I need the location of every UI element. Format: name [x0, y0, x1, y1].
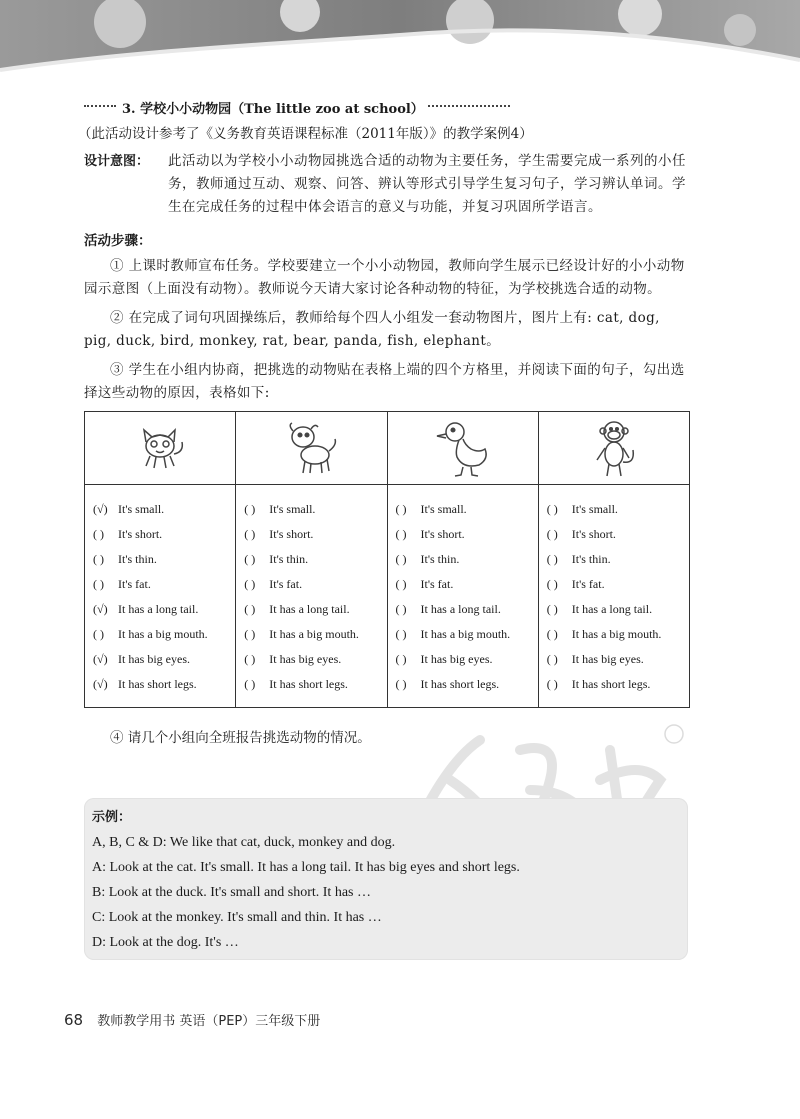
options-cell-cat: [85, 485, 236, 708]
option-item[interactable]: [244, 547, 386, 572]
option-item[interactable]: [93, 547, 235, 572]
check-mark: (√): [93, 652, 108, 666]
option-text: It's small.: [118, 502, 165, 516]
example-line: B: Look at the duck. It's small and short. It has …: [92, 885, 371, 900]
monkey-icon: [589, 418, 639, 480]
option-item[interactable]: [396, 647, 538, 672]
check-mark: ( ): [395, 502, 407, 516]
check-mark: ( ): [546, 602, 558, 616]
option-text: It has a big mouth.: [420, 627, 511, 641]
picture-cell-cat: [85, 412, 236, 485]
step-3: ③ 学生在小组内协商，把挑选的动物贴在表格上端的四个方格里，并阅读下面的句子，勾出选择这些动物的原因，表格如下:: [84, 362, 685, 401]
check-mark: (√): [93, 602, 108, 616]
dotted-rule-right: [428, 105, 510, 109]
option-item[interactable]: [93, 522, 235, 547]
option-item[interactable]: [547, 597, 689, 622]
option-item[interactable]: [93, 497, 235, 522]
option-text: It's short.: [571, 527, 616, 541]
duck-icon: [435, 419, 491, 479]
option-text: It has short legs.: [420, 677, 500, 691]
options-cell-dog: [236, 485, 387, 708]
option-item[interactable]: [93, 572, 235, 597]
example-line: D: Look at the dog. It's …: [92, 935, 239, 950]
option-item[interactable]: [244, 622, 386, 647]
check-mark: ( ): [244, 602, 256, 616]
check-mark: ( ): [546, 502, 558, 516]
options-cell-monkey: [538, 485, 689, 708]
option-text: It's small.: [571, 502, 618, 516]
purpose-label: 设计意图：: [84, 154, 150, 169]
check-mark: ( ): [395, 627, 407, 641]
option-item[interactable]: [547, 522, 689, 547]
options-cell-duck: [387, 485, 538, 708]
option-text: It has a big mouth.: [269, 627, 359, 641]
option-item[interactable]: [244, 522, 386, 547]
picture-row: [85, 412, 690, 485]
option-text: It has short legs.: [269, 677, 348, 691]
option-item[interactable]: [396, 597, 538, 622]
option-text: It has a long tail.: [420, 602, 501, 616]
option-text: It's short.: [269, 527, 314, 541]
option-text: It has short legs.: [571, 677, 651, 691]
option-item[interactable]: [547, 547, 689, 572]
check-mark: ( ): [546, 627, 558, 641]
example-title: 示例：: [92, 810, 132, 825]
option-item[interactable]: [244, 647, 386, 672]
option-text: It has short legs.: [118, 677, 197, 691]
example-box: [84, 798, 688, 960]
option-item[interactable]: [396, 622, 538, 647]
check-mark: ( ): [395, 652, 407, 666]
option-item[interactable]: [244, 597, 386, 622]
option-text: It has a long tail.: [269, 602, 350, 616]
check-mark: ( ): [244, 677, 256, 691]
picture-cell-duck: [387, 412, 538, 485]
option-text: It's thin.: [420, 552, 460, 566]
check-mark: ( ): [395, 577, 407, 591]
option-text: It's fat.: [420, 577, 454, 591]
check-mark: ( ): [546, 527, 558, 541]
check-mark: ( ): [395, 552, 407, 566]
option-item[interactable]: [93, 597, 235, 622]
check-mark: ( ): [93, 527, 104, 541]
option-item[interactable]: [244, 672, 386, 697]
reference-note: （此活动设计参考了《义务教育英语课程标准（2011年版）》的教学案例4）: [78, 126, 533, 142]
step-4: ④ 请几个小组向全班报告挑选动物的情况。: [110, 730, 371, 746]
example-line: A, B, C & D: We like that cat, duck, monkey and dog.: [92, 835, 396, 850]
option-item[interactable]: [547, 497, 689, 522]
option-item[interactable]: [547, 572, 689, 597]
dog-icon: [283, 421, 339, 477]
step-1: ① 上课时教师宣布任务。学校要建立一个小小动物园，教师向学生展示已经设计好的小小动物园示意图（上面没有动物）。教师说今天请大家讨论各种动物的特征，为学校挑选合适的动物。: [84, 258, 685, 297]
picture-cell-dog: [236, 412, 387, 485]
section-heading: [84, 96, 690, 118]
page-footer: [64, 1010, 320, 1029]
option-text: It's fat.: [269, 577, 303, 591]
option-item[interactable]: [93, 647, 235, 672]
option-item[interactable]: [396, 672, 538, 697]
option-text: It's small.: [420, 502, 467, 516]
option-item[interactable]: [547, 672, 689, 697]
check-mark: ( ): [93, 627, 104, 641]
check-mark: ( ): [546, 652, 558, 666]
check-mark: ( ): [395, 602, 407, 616]
check-mark: ( ): [395, 527, 407, 541]
option-item[interactable]: [93, 622, 235, 647]
example-line: C: Look at the monkey. It's small and thin. It has …: [92, 910, 382, 925]
option-text: It has a long tail.: [571, 602, 653, 616]
option-item[interactable]: [396, 547, 538, 572]
check-mark: ( ): [244, 552, 256, 566]
option-item[interactable]: [396, 572, 538, 597]
option-text: It's short.: [118, 527, 163, 541]
option-item[interactable]: [244, 572, 386, 597]
example-line: A: Look at the cat. It's small. It has a long tail. It has big eyes and short legs.: [92, 860, 520, 875]
page-number: 68: [64, 1011, 84, 1029]
header-decoration: [0, 0, 800, 88]
section-title: 3. 学校小小动物园（The little zoo at school）: [122, 101, 424, 117]
steps-label: 活动步骤：: [84, 233, 152, 249]
option-text: It's thin.: [269, 552, 309, 566]
option-text: It has big eyes.: [118, 652, 190, 666]
check-mark: ( ): [93, 577, 104, 591]
option-text: It has big eyes.: [420, 652, 493, 666]
option-text: It's thin.: [571, 552, 611, 566]
step-2: ② 在完成了词句巩固操练后，教师给每个四人小组发一套动物图片，图片上有: cat, dog, pig, duck, bird, monkey, rat, bear, panda, fish, elephant。: [84, 310, 660, 349]
page-content: [78, 96, 690, 746]
option-text: It's thin.: [118, 552, 157, 566]
option-text: It has big eyes.: [571, 652, 644, 666]
check-mark: ( ): [244, 577, 256, 591]
check-mark: (√): [93, 502, 108, 516]
option-text: It has a big mouth.: [571, 627, 662, 641]
check-mark: (√): [93, 677, 108, 691]
floral-banner-image: [0, 0, 800, 88]
purpose-text: 此活动以为学校小小动物园挑选合适的动物为主要任务，学生需要完成一系列的小任务，教师通过互动、观察、问答、辨认等形式引导学生复习句子，学习辨认单词。学生在完成任务的过程中体会语言的意义与功能，并复习巩固所学语言。: [168, 153, 686, 215]
check-mark: ( ): [244, 502, 256, 516]
option-text: It's short.: [420, 527, 465, 541]
check-mark: ( ): [546, 552, 558, 566]
options-row: [85, 485, 690, 708]
check-mark: ( ): [93, 552, 104, 566]
check-mark: ( ): [546, 677, 558, 691]
option-item[interactable]: [547, 622, 689, 647]
check-mark: ( ): [244, 527, 256, 541]
design-purpose: [84, 150, 690, 219]
option-item[interactable]: [93, 672, 235, 697]
animal-selection-table: [84, 411, 690, 708]
option-text: It has big eyes.: [269, 652, 342, 666]
check-mark: ( ): [244, 627, 256, 641]
option-text: It's small.: [269, 502, 316, 516]
option-text: It has a big mouth.: [118, 627, 208, 641]
check-mark: ( ): [546, 577, 558, 591]
option-item[interactable]: [244, 497, 386, 522]
check-mark: ( ): [244, 652, 256, 666]
book-title: 教师教学用书 英语（PEP）三年级下册: [97, 1014, 321, 1029]
option-item[interactable]: [396, 497, 538, 522]
picture-cell-monkey: [538, 412, 689, 485]
option-item[interactable]: [396, 522, 538, 547]
cat-icon: [132, 424, 188, 474]
option-text: It's fat.: [118, 577, 151, 591]
option-text: It has a long tail.: [118, 602, 199, 616]
option-item[interactable]: [547, 647, 689, 672]
option-text: It's fat.: [571, 577, 605, 591]
check-mark: ( ): [395, 677, 407, 691]
dotted-rule-left: [84, 105, 116, 109]
